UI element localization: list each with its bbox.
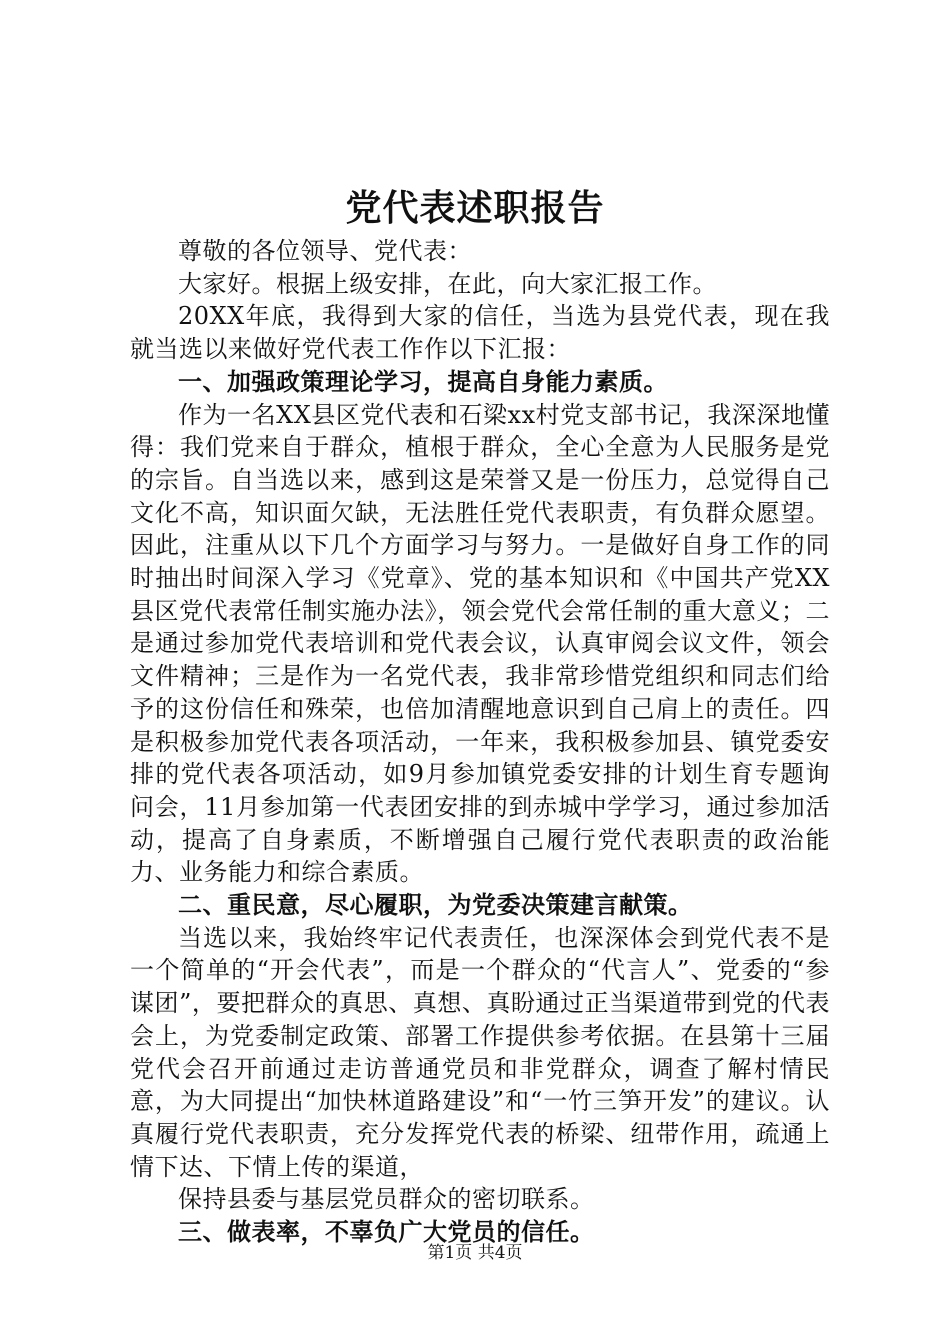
document-body (130, 235, 830, 1249)
greeting: 大家好。根据上级安排，在此，向大家汇报工作。 (178, 269, 717, 298)
page-number-footer: 第1页 共4页 (427, 1243, 523, 1263)
section-2-body-continued: 保持县委与基层党员群众的密切联系。 (178, 1185, 595, 1214)
section-heading-1: 一、加强政策理论学习，提高自身能力素质。 (178, 366, 668, 396)
section-heading-2: 二、重民意，尽心履职，为党委决策建言献策。 (178, 890, 693, 920)
section-2-body: 当选以来，我始终牢记代表责任，也深深体会到党代表不是一个简单的“开会代表”，而是一个群众的“代言人”、党委的“参谋团”，要把群众的真思、真想、真盼通过正当渠道带到党的代表会上，为党委制定政策、部署工作提供参考依据。在县第十三届党代会召开前通过走访普通党员和非党群众，调查了解村情民意，为大同提出“加快林道路建设”和“一竹三笋开发”的建议。认真履行党代表职责，充分发挥党代表的桥梁、纽带作用，疏通上情下达、下情上传的渠道， (130, 923, 830, 1181)
section-1-body: 作为一名XX县区党代表和石梁xx村党支部书记，我深深地懂得：我们党来自于群众，植根于群众，全心全意为人民服务是党的宗旨。自当选以来，感到这是荣誉又是一份压力，总觉得自己文化不高，知识面欠缺，无法胜任党代表职责，有负群众愿望。因此，注重从以下几个方面学习与努力。一是做好自身工作的同时抽出时间深入学习《党章》、党的基本知识和《中国共产党XX县区党代表常任制实施办法》，领会党代会常任制的重大意义；二是通过参加党代表培训和党代表会议，认真审阅会议文件，领会文件精神；三是作为一名党代表，我非常珍惜党组织和同志们给予的这份信任和殊荣，也倍加清醒地意识到自己肩上的责任。四是积极参加党代表各项活动，一年来，我积极参加县、镇党委安排的党代表各项活动，如9月参加镇党委安排的计划生育专题询问会，11月参加第一代表团安排的到赤城中学学习，通过参加活动，提高了自身素质，不断增强自己履行党代表职责的政治能力、业务能力和综合素质。 (130, 400, 830, 887)
salutation: 尊敬的各位领导、党代表： (178, 237, 472, 265)
page-title: 党代表述职报告 (345, 187, 605, 229)
intro-paragraph: 20XX年底，我得到大家的信任，当选为县党代表，现在我就当选以来做好党代表工作作以下汇报： (130, 302, 830, 364)
section-heading-3: 三、做表率，不辜负广大党员的信任。 (178, 1217, 595, 1247)
